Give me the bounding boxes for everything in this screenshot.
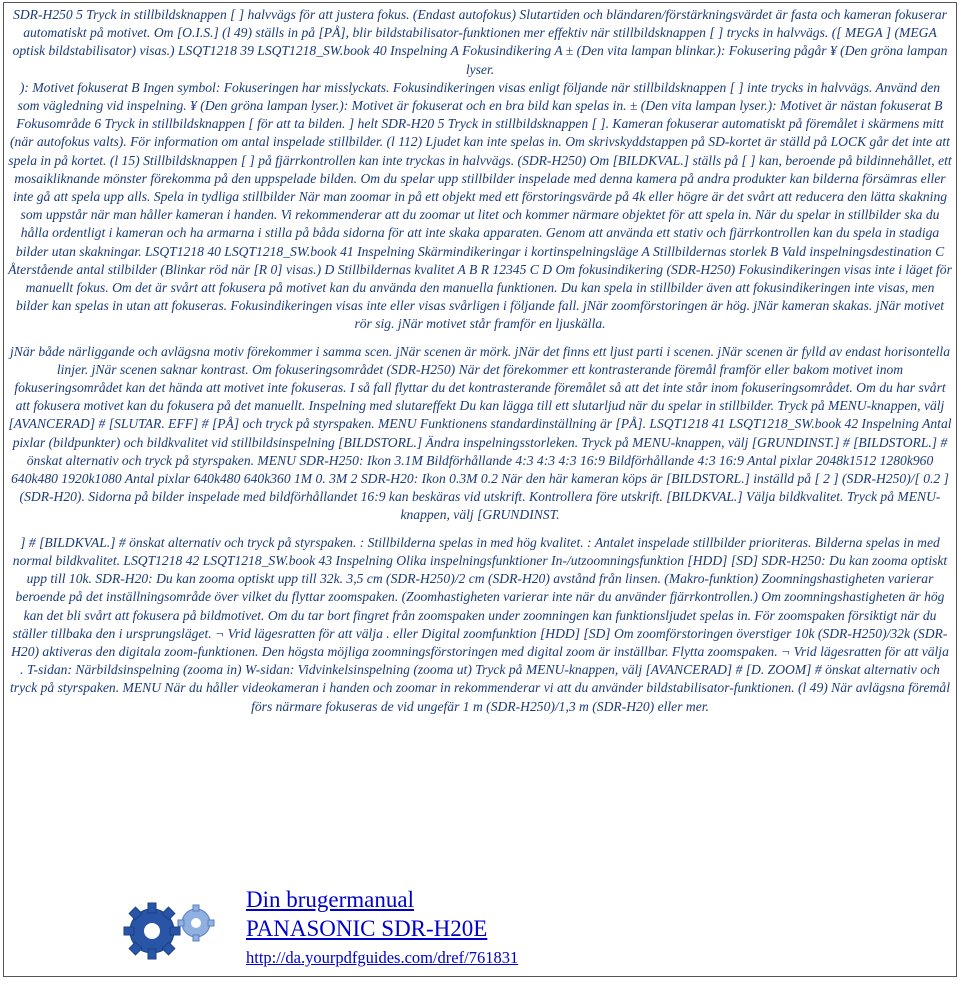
document-page [3,2,957,977]
paragraph-1: SDR-H250 5 Tryck in stillbildsknappen [ ] halvvägs för att justera fokus. (Endast autofokus) Slutartiden och bländaren/förstärkningsvärdet är fasta och kameran fokuserar automatiskt på motivet. Om [O.I.S.] (l 49) ställs in på [PÅ], blir bildstabilisator-funktionen mer effektiv när stillbildsknappen [ ] trycks in halvvägs. ([ MEGA ] (MEGA optisk bildstabilisator) visas.) LSQT1218 39 LSQT1218_SW.book 40 Inspelning A Fokusindikering A ± (Den vita lampan blinkar.): Fokusering pågår ¥ (Den gröna lampan lyser. [12,7,948,77]
model-link[interactable]: PANASONIC SDR-H20E [246,916,488,941]
gear-logo-icon [104,889,234,969]
manual-text-body [4,3,956,716]
paragraph-2: ): Motivet fokuserat B Ingen symbol: Fokuseringen har misslyckats. Fokusindikeringen visas enligt följande när stillbildsknappen [ ] inte trycks in halvvägs. Använd den som vägledning vid inspelning. ¥ (Den gröna lampan lyser.): Motivet är fokuserat och en bra bild kan spelas in. ± (Den vita lampan lyser.): Motivet är nästan fokuserat B Fokusområde 6 Tryck in stillbildsknappen [ för att ta bilden. ] helt SDR-H20 5 Tryck in stillbildsknappen [ ]. Kameran fokuserar automatiskt på föremålet i skärmens mitt (när autofokus valts). För information om antal inspelade stillbilder. (l 112) Ljudet kan inte spelas in. Om skrivskyddstappen på SD-kortet är ställd på LOCK går det inte att spela in på kortet. (l 15) Stillbildsknappen [ ] på fjärrkontrollen kan inte tryckas in halvvägs. (SDR-H250) Om [BILDKVAL.] ställs på [ ] kan, beroende på bildinnehållet, ett mosaikliknande mönster förekomma på den uppspelade bilden. Om du spelar upp stillbilder inspelade med denna kamera på andra produkter kan bilderna försämras eller inte gå att spela upp alls. Spela in tydliga stillbilder När man zoomar in på ett objekt med ett förstoringsvärde på 4k eller högre är det svårt att reducera den lätta skakning som uppstår när man håller kameran i handen. Vi rekommenderar att du zoomar ut litet och kommer närmare objektet för att spela in. När du spelar in stillbilder ska du hålla ordentligt i kameran och ha armarna i stilla på båda sidorna för att inte skaka apparaten. Genom att använda ett stativ och fjärrkontrollen kan du spela in stadiga bilder utan skakningar. LSQT1218 40 LSQT1218_SW.book 41 Inspelning Skärmindikeringar i kortinspelningsläge A Stillbildernas storlek B Vald inspelningsdestination C Återstående antal stilbilder (Blinkar röd när [R 0] visas.) D Stillbildernas kvalitet A B R 12345 C D Om fokusindikering (SDR-H250) Fokusindikeringen visas inte i läget för manuellt fokus. Om det är svårt att fokusera på motivet kan du använda den manuella funktionen. Du kan spela in stillbilder även att fokusindikeringen inte visas, men bilder kan spelas in utan att fokuseras. Fokusindikeringen visas inte eller visas svårligen i följande fall. jNär zoomförstoringen är hög. jNär kameran skakas. jNär motivet rör sig. jNär motivet står framför en ljuskälla. [8,79,952,332]
url-link[interactable]: http://da.yourpdfguides.com/dref/761831 [246,948,519,967]
footer [104,881,704,976]
paragraph-4: ] # [BILDKVAL.] # önskat alternativ och tryck på styrspaken. : Stillbilderna spelas in med hög kvalitet. : Antalet inspelade stillbilder prioriteras. Bilderna spelas in med normal bildkvalitet. LSQT1218 42 LSQT1218_SW.book 43 Inspelning Olika inspelningsfunktioner In-/utzoomningsfunktion [HDD] [SD] SDR-H250: Du kan zooma optiskt upp till 10k. SDR-H20: Du kan zooma optiskt upp till 32k. 3,5 cm (SDR-H250)/2 cm (SDR-H20) avstånd från linsen. (Makro-funktion) Zoomningshastigheten varierar beroende på det inställningsområde över vilket du flyttar zoomspaken. (Zoomhastigheten varierar inte när du använder fjärrkontrollen.) Om zoomningshastigheten är hög kan det bli svårt att fokusera på bildmotivet. Om du tar bort fingret från zoomspaken under zoomningen kan funktionsljudet spelas in. För zoomspaken försiktigt när du ställer tillbaka den i ursprungsläget. ¬ Vrid lägesratten för att välja . eller Digital zoomfunktion [HDD] [SD] Om zoomförstoringen överstiger 10k (SDR-H250)/32k (SDR-H20) aktiveras den digitala zoom-funktionen. Den högsta möjliga zoomningsförstoringen med digital zoom är inställbar. Flytta zoomspaken. ¬ Vrid lägesratten för att välja . T-sidan: Närbildsinspelning (zooma in) W-sidan: Vidvinkelsinspelning (zooma ut) Tryck på MENU-knappen, välj [AVANCERAD] # [D. ZOOM] # önskat alternativ och tryck på styrspaken. MENU När du håller videokameran i handen och zoomar in rekommenderar vi att du använder bildstabilisator-funktionen. (l 49) När avlägsna föremål förs närmare fokuseras de vid ungefär 1 m (SDR-H250)/1,3 m (SDR-H20) eller mer. [10,534,950,714]
paragraph-3: jNär både närliggande och avlägsna motiv förekommer i samma scen. jNär scenen är mörk. jNär det finns ett ljust parti i scenen. jNär scenen är fylld av endast horisontella linjer. jNär scenen saknar kontrast. Om fokuseringsområdet (SDR-H250) När det förekommer ett kontrasterande föremål framför eller bakom motivet inom fokuseringsområdet kan det hända att motivet inte fokuseras. I så fall flyttar du det kontrasterande föremålet så att det inte står inom fokuseringsområdet. Om du har svårt att fokusera motivet kan du fokusera på det manuellt. Inspelning med slutareffekt Du kan lägga till ett slutarljud när du spelar in stillbilder. Tryck på MENU-knappen, välj [AVANCERAD] # [SLUTAR. EFF] # [PÅ] och tryck på styrspaken. MENU Funktionens standardinställning är [PÅ]. LSQT1218 41 LSQT1218_SW.book 42 Inspelning Antal pixlar (bildpunkter) och bildkvalitet vid stillbildsinspelning [BILDSTORL.] Ändra inspelningsstorleken. Tryck på MENU-knappen, välj [GRUNDINST.] # [BILDSTORL.] # önskat alternativ och tryck på styrspaken. MENU SDR-H250: Ikon 3.1M Bildförhållande 4:3 4:3 4:3 16:9 Bildförhållande 4:3 16:9 Antal pixlar 2048k1512 1280k960 640k480 1920k1080 Antal pixlar 640k480 640k360 1M 0. 3M 2 SDR-H20: Ikon 0.3M 0.2 När den här kameran köps är [BILDSTORL.] inställd på [ 2 ] (SDR-H250)/[ 0.2 ] (SDR-H20). Sidorna på bilder inspelade med bildförhållandet 16:9 kan beskäras vid utskrift. Kontrollera före utskrift. [BILDKVAL.] Välja bildkvalitet. Tryck på MENU-knappen, välj [GRUNDINST. [8,343,952,523]
manual-link[interactable]: Din brugermanual [246,887,414,912]
footer-links [246,885,518,970]
